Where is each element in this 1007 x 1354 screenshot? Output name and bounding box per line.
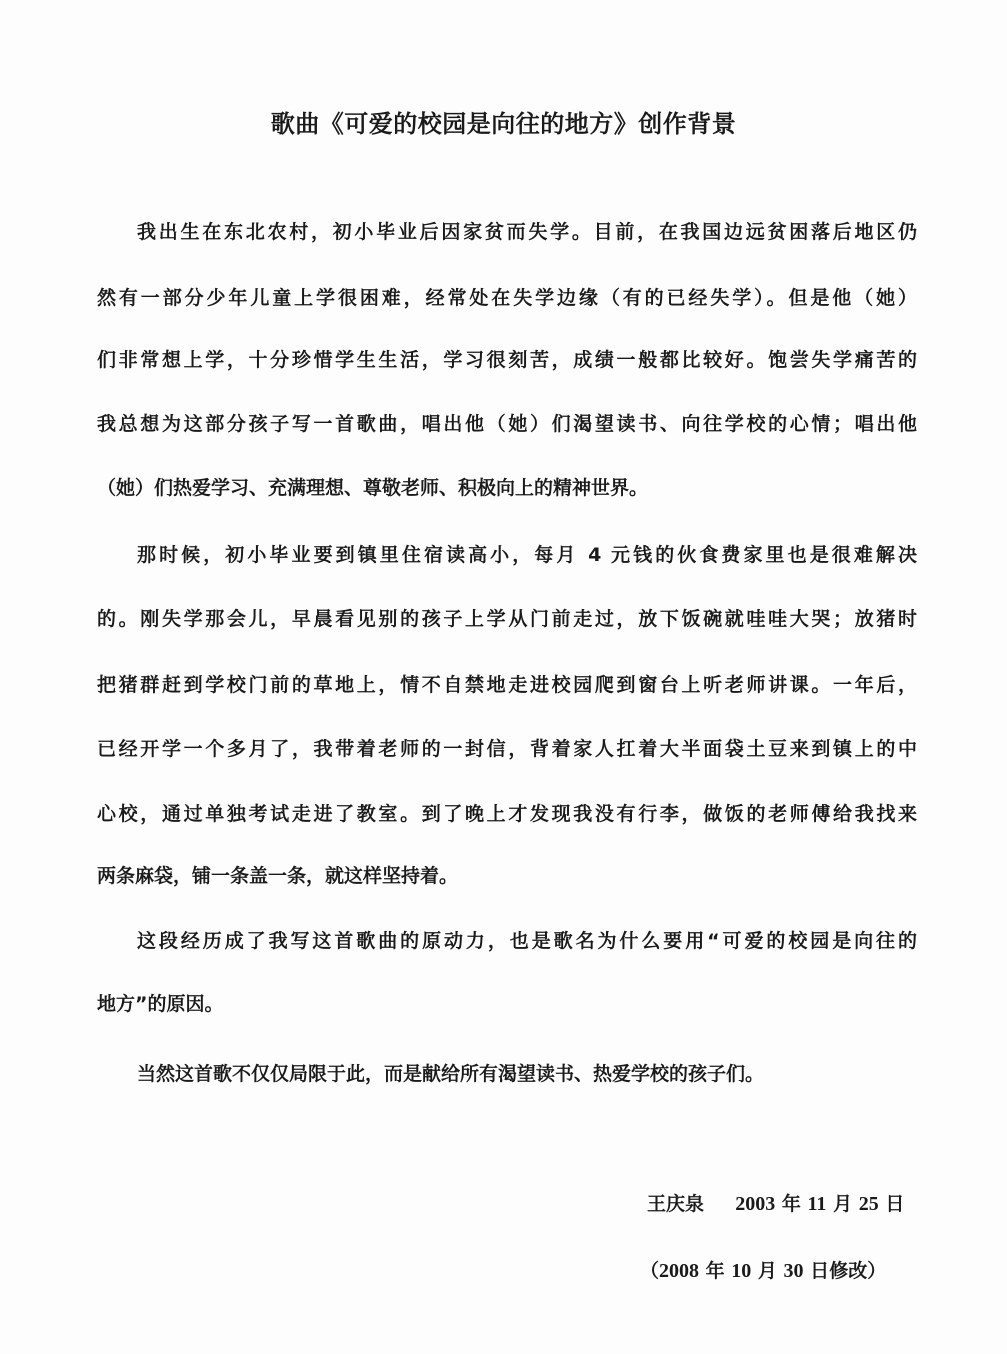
paragraph-2-line-5: 心校，通过单独考试走进了教室。到了晚上才发现我没有行李，做饭的老师傅给我找来 [97, 803, 917, 825]
paragraph-1-line-1: 我出生在东北农村，初小毕业后因家贫而失学。目前，在我国边远贫困落后地区仍 [137, 221, 917, 243]
paragraph-3-line-1: 这段经历成了我写这首歌曲的原动力，也是歌名为什么要用“可爱的校园是向往的 [137, 930, 917, 952]
day-char: 日 [885, 1193, 905, 1215]
paragraph-2-line-3: 把猪群赶到学校门前的草地上，情不自禁地走进校园爬到窗台上听老师讲课。一年后， [97, 674, 917, 696]
revision-year: 2008 [659, 1260, 700, 1282]
signature-line [647, 1190, 904, 1218]
date-month: 11 [807, 1193, 827, 1215]
paragraph-3-line-2: 地方”的原因。 [97, 993, 224, 1015]
paragraph-1-line-5: （她）们热爱学习、充满理想、尊敬老师、积极向上的精神世界。 [97, 477, 649, 499]
paragraph-4-line-1: 当然这首歌不仅仅局限于此，而是献给所有渴望读书、热爱学校的孩子们。 [137, 1063, 765, 1085]
date-year: 2003 [735, 1193, 776, 1215]
paragraph-2-line-4: 已经开学一个多月了，我带着老师的一封信，背着家人扛着大半面袋土豆来到镇上的中 [97, 738, 917, 760]
paragraph-2-line-1: 那时候，初小毕业要到镇里住宿读高小，每月 4 元钱的伙食费家里也是很难解决 [137, 544, 917, 566]
month-char: 月 [833, 1193, 853, 1215]
paragraph-1-line-2: 然有一部分少年儿童上学很困难，经常处在失学边缘（有的已经失学）。但是他（她） [97, 287, 917, 309]
document-title: 歌曲《可爱的校园是向往的地方》创作背景 [270, 110, 737, 138]
revision-month-char: 月 [757, 1260, 777, 1282]
revision-suffix: 修改） [829, 1260, 887, 1282]
revision-day-char: 日 [810, 1260, 830, 1282]
author-name: 王庆泉 [647, 1193, 705, 1215]
revision-open-paren: （ [640, 1260, 660, 1282]
revision-month: 10 [731, 1260, 752, 1282]
paragraph-1-line-3: 们非常想上学，十分珍惜学生生活，学习很刻苦，成绩一般都比较好。饱尝失学痛苦的 [97, 349, 917, 371]
revision-year-char: 年 [705, 1260, 725, 1282]
paragraph-2-line-2: 的。刚失学那会儿，早晨看见别的孩子上学从门前走过，放下饭碗就哇哇大哭；放猪时 [97, 608, 917, 630]
date-day: 25 [858, 1193, 879, 1215]
paragraph-2-line-6: 两条麻袋，铺一条盖一条，就这样坚持着。 [97, 865, 459, 887]
year-char: 年 [781, 1193, 801, 1215]
paragraph-1-line-4: 我总想为这部分孩子写一首歌曲，唱出他（她）们渴望读书、向往学校的心情；唱出他 [97, 413, 917, 435]
revision-line [640, 1257, 886, 1285]
revision-day: 30 [783, 1260, 804, 1282]
